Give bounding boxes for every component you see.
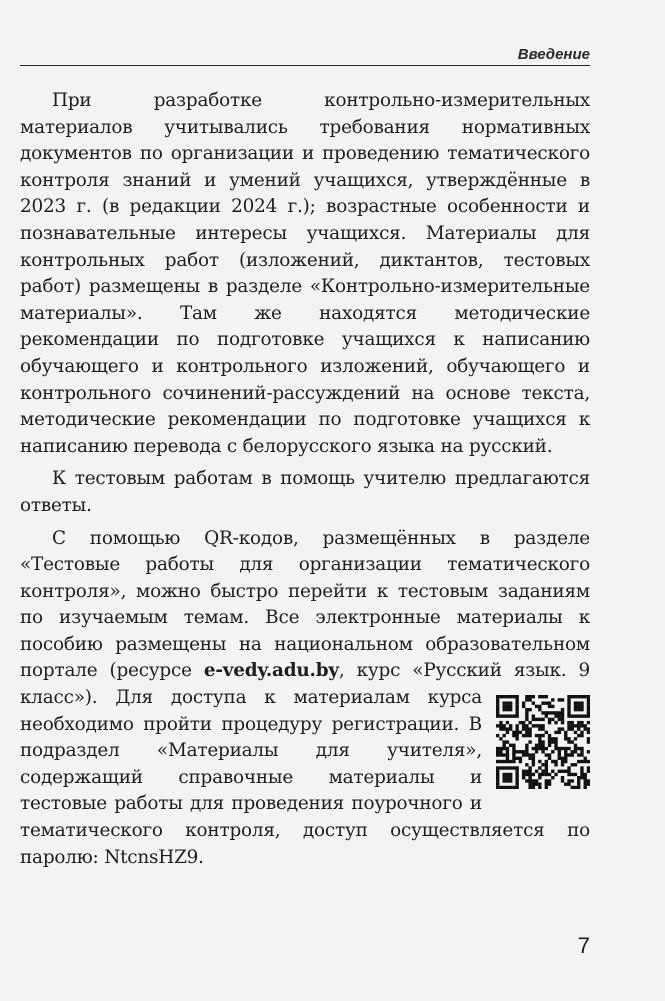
section-title: Введение — [517, 46, 590, 63]
body-text — [20, 88, 590, 877]
paragraph-3-end-pre: , курс «Русский язык. 9 класс»). Для доступа к материалам курса необходимо пройти процедуру регистрации. В подраздел «Материалы для учителя», содержащий справочные материалы и тестовые работы для проведения поурочного и тематического контроля, доступ осуществляется по паролю: NtcnsHZ9. — [20, 660, 590, 868]
portal-url: e-vedy.adu.by — [203, 660, 339, 682]
paragraph-1 — [20, 88, 590, 460]
qr-code-icon — [496, 695, 590, 789]
paragraph-1-text: При разработке контрольно-измерительных материалов учитывались требования нормативных документов по организации и проведению тематического контроля знаний и умений учащихся, утверждённые в 2023 г. (в редакции 2024 г.); возрастные особенности и познавательные интересы учащихся. Материалы для контрольных работ (изложений, диктантов, тестовых работ) размещены в разделе «Контрольно-измерительные материалы». Там же находятся методические рекомендации по подготовке учащихся к написанию обучающего и контрольного изложений, обучающего и контрольного сочинений-рассуждений на основе текста, методические рекомендации по подготовке учащихся к написанию перевода с белорусского языка на русский. — [20, 90, 590, 457]
paragraph-2: К тестовым работам в помощь учителю предлагаются ответы. — [20, 468, 590, 516]
paragraph-3-start: С помощью QR-кодов, размещённых в разделе «Тестовые работы для организации тематического контроля», можно быстро перейти к тестовым заданиям по изучаемым темам. Все электронные материалы к пособию размещены на национальном образовательном портале (ресурсе — [20, 527, 590, 682]
paragraph-3 — [20, 526, 590, 872]
page-number: 7 — [577, 933, 590, 958]
page-header — [20, 46, 590, 66]
